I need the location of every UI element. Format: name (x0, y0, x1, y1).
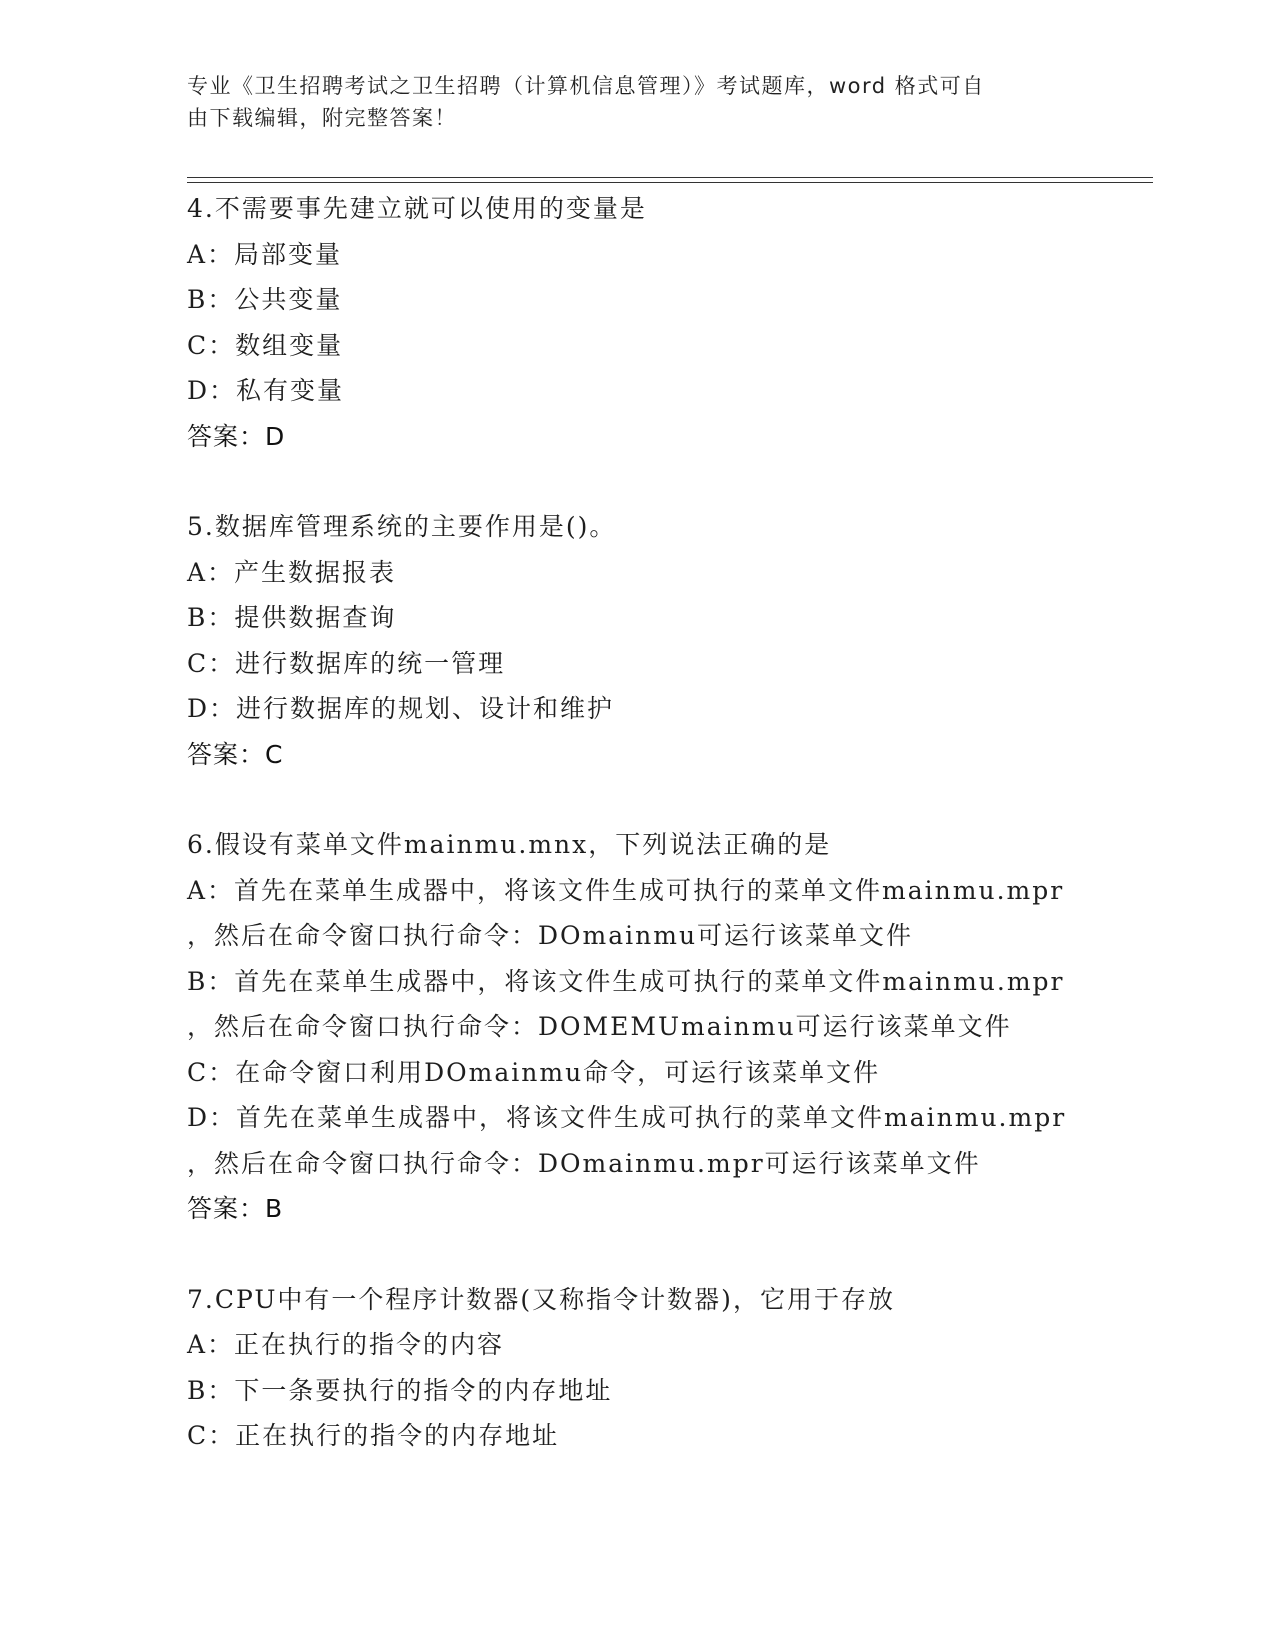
question-stem: 4.不需要事先建立就可以使用的变量是 (187, 194, 647, 223)
question-5 (187, 504, 1153, 777)
option-b-continued: ，然后在命令窗口执行命令：DOMEMUmainmu可运行该菜单文件 (187, 1012, 1012, 1041)
option-a-continued: ，然后在命令窗口执行命令：DOmainmu可运行该菜单文件 (187, 921, 914, 950)
question-stem: 7.CPU中有一个程序计数器(又称指令计数器)，它用于存放 (187, 1284, 895, 1314)
option-b: B：提供数据查询 (187, 603, 397, 632)
answer-line: 答案：C (187, 739, 284, 769)
question-stem: 6.假设有菜单文件mainmu.mnx，下列说法正确的是 (187, 830, 832, 859)
answer-line: 答案：B (187, 1194, 284, 1223)
question-stem: 5.数据库管理系统的主要作用是()。 (187, 512, 617, 541)
option-d-continued: ，然后在命令窗口执行命令：DOmainmu.mpr可运行该菜单文件 (187, 1148, 981, 1178)
header-line-1: 专业《卫生招聘考试之卫生招聘（计算机信息管理）》考试题库，word 格式可自 (187, 74, 985, 98)
option-a: A：产生数据报表 (187, 557, 397, 587)
header-line-2: 由下载编辑，附完整答案！ (187, 106, 457, 130)
question-7 (187, 1277, 1153, 1459)
question-list (187, 186, 1153, 1504)
header-divider-top (187, 177, 1153, 178)
answer-line: 答案：D (187, 421, 286, 451)
option-b: B：公共变量 (187, 285, 343, 314)
header-divider-bottom (187, 182, 1153, 183)
option-d: D：进行数据库的规划、设计和维护 (187, 694, 615, 723)
question-4 (187, 186, 1153, 459)
option-b: B：首先在菜单生成器中，将该文件生成可执行的菜单文件mainmu.mpr (187, 966, 1065, 996)
option-a: A：首先在菜单生成器中，将该文件生成可执行的菜单文件mainmu.mpr (187, 875, 1065, 905)
option-a: A：正在执行的指令的内容 (187, 1330, 505, 1359)
option-b: B：下一条要执行的指令的内存地址 (187, 1375, 613, 1405)
document-header (187, 70, 1087, 134)
option-c: C：正在执行的指令的内存地址 (187, 1421, 560, 1450)
option-c: C：进行数据库的统一管理 (187, 648, 506, 678)
option-d: D：首先在菜单生成器中，将该文件生成可执行的菜单文件mainmu.mpr (187, 1103, 1067, 1132)
option-a: A：局部变量 (187, 239, 343, 269)
option-d: D：私有变量 (187, 376, 345, 405)
question-6 (187, 822, 1153, 1232)
option-c: C：在命令窗口利用DOmainmu命令，可运行该菜单文件 (187, 1057, 881, 1087)
option-c: C：数组变量 (187, 330, 344, 360)
